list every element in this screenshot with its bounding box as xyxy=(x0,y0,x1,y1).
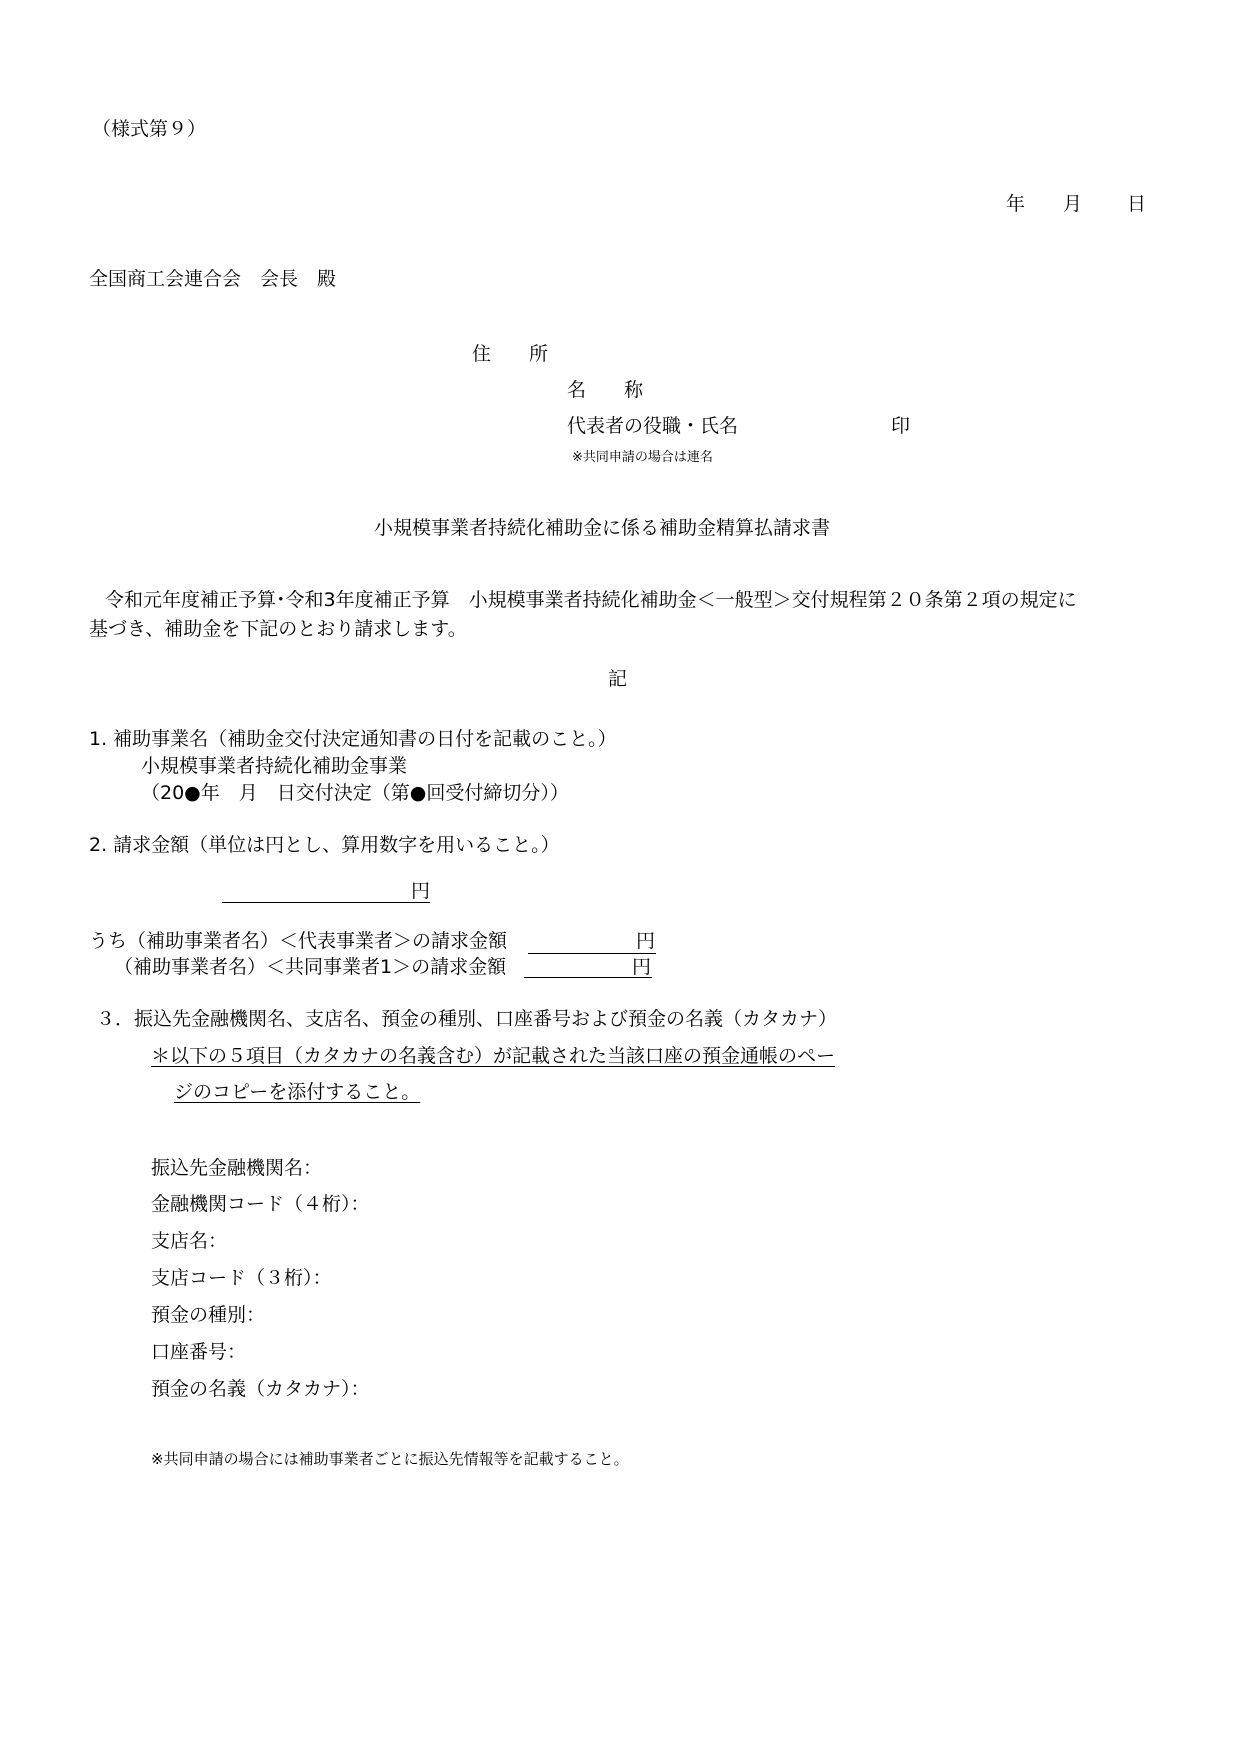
field-deposit-type: 預金の種別： xyxy=(151,1304,266,1326)
intro-line-2: 基づき、補助金を下記のとおり請求します。 xyxy=(89,618,467,640)
section1-heading: 1. 補助事業名（補助金交付決定通知書の日付を記載のこと。） xyxy=(89,728,617,750)
section3-note-line-2: ジのコピーを添付すること。 xyxy=(174,1081,421,1103)
field-account-holder: 預金の名義（カタカナ）： xyxy=(151,1378,370,1400)
name-label: 名 称 xyxy=(567,379,644,401)
total-amount-yen: 円 xyxy=(411,880,431,902)
field-branch-name: 支店名： xyxy=(151,1230,228,1252)
section1-project-name: 小規模事業者持続化補助金事業 xyxy=(141,755,408,777)
footer-note: ※共同申請の場合には補助事業者ごとに振込先情報等を記載すること。 xyxy=(151,1450,629,1468)
address-label: 住 所 xyxy=(472,343,549,365)
addressee: 全国商工会連合会 会長 殿 xyxy=(89,268,337,290)
section1-decision-date: （20●年 月 日交付決定（第●回受付締切分）） xyxy=(141,782,569,804)
section3-heading: ３．振込先金融機関名、支店名、預金の種別、口座番号および預金の名義（カタカナ） xyxy=(96,1008,838,1030)
document-title: 小規模事業者持続化補助金に係る補助金精算払請求書 xyxy=(374,517,831,539)
field-bank-code: 金融機関コード（４桁）： xyxy=(151,1193,370,1215)
breakdown-representative-yen: 円 xyxy=(636,930,656,952)
form-number: （様式第９） xyxy=(92,118,207,140)
field-bank-name: 振込先金融機関名： xyxy=(151,1157,323,1179)
section2-heading: 2. 請求金額（単位は円とし、算用数字を用いること。） xyxy=(89,834,560,856)
date-line xyxy=(1006,193,1025,216)
representative-label: 代表者の役職・氏名 xyxy=(567,415,739,437)
seal-mark: 印 xyxy=(891,415,911,437)
field-account-number: 口座番号： xyxy=(151,1341,247,1363)
breakdown-representative-label: うち（補助事業者名）＜代表事業者＞の請求金額 xyxy=(89,930,508,952)
intro-line-1: 令和元年度補正予算･令和3年度補正予算 小規模事業者持続化補助金＜一般型＞交付規程第２０条第２項の規定に xyxy=(105,589,1077,611)
ki-heading: 記 xyxy=(608,668,628,690)
date-year: 年 xyxy=(1006,193,1026,215)
breakdown-joint-yen: 円 xyxy=(632,956,652,978)
breakdown-representative-line xyxy=(528,953,656,954)
section3-note-line-1: ＊以下の５項目（カタカナの名義含む）が記載された当該口座の預金通帳のペー xyxy=(151,1045,836,1067)
joint-application-note: ※共同申請の場合は連名 xyxy=(572,450,713,465)
field-branch-code: 支店コード（３桁）： xyxy=(151,1267,332,1289)
total-amount-line xyxy=(222,902,430,903)
date-month: 月 xyxy=(1063,193,1083,215)
breakdown-joint-label: （補助事業者名）＜共同事業者1＞の請求金額 xyxy=(114,956,507,978)
date-day: 日 xyxy=(1127,193,1147,215)
